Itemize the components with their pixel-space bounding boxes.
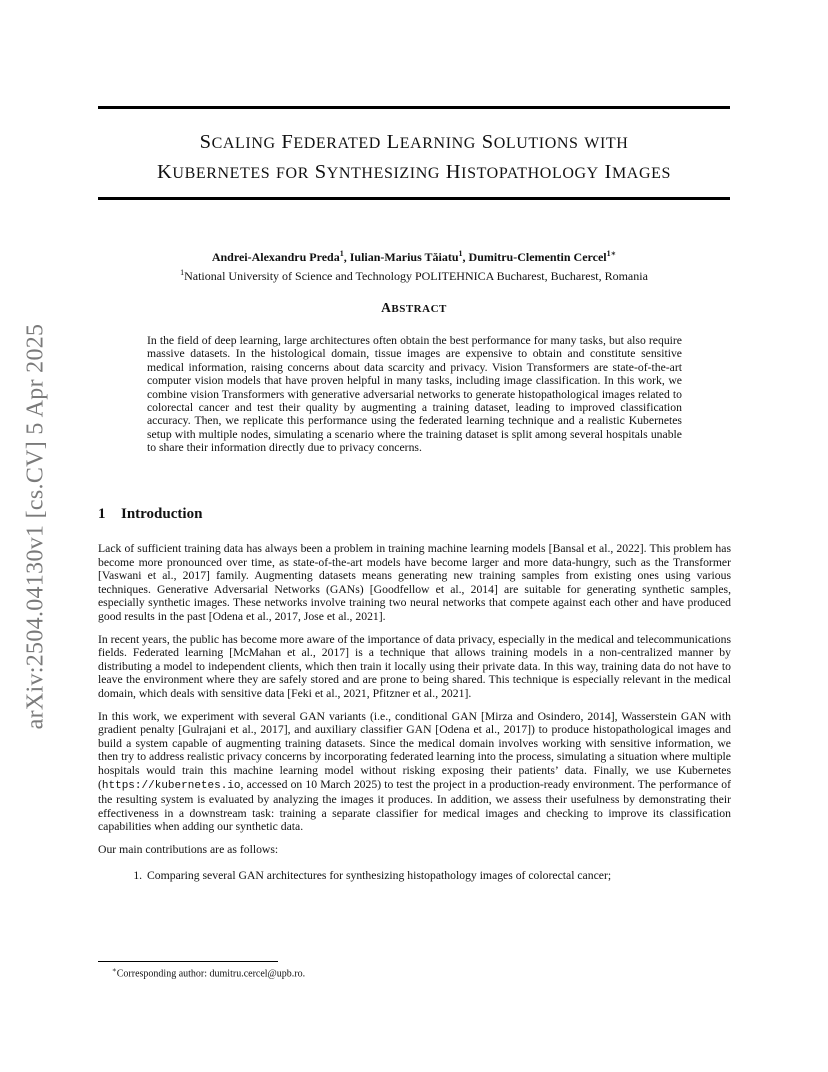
contributions-intro: Our main contributions are as follows: [98,842,279,856]
footnote-text: Corresponding author: dumitru.cercel@upb.ro. [116,968,306,980]
title-bottom-rule [98,197,730,200]
affiliation-mark: 1 [180,268,185,277]
author-block [98,246,730,284]
title-line-1: SCALING FEDERATED LEARNING SOLUTIONS WITH [199,131,629,153]
introduction-body [98,542,731,883]
author-2: Iulian-Marius Tăiatu [349,250,459,264]
paragraph: In recent years, the public has become more aware of the importance of data privacy, especially in the medical and telecommunications fields. Federated learning [McMahan et al., 2017] is a technique that allows training models in a non-centralized manner by distributing a model to independent clients, which then train it locally using their private data. In this way, training data do not have to leave the environment where they are safely stored and are prone to being shared. This technique is especially relevant in the medical domain, which deals with sensitive data [Feki et al., 2021, Pfitzner et al., 2021]. [98,632,731,700]
arxiv-stamp-text: arXiv:2504.04130v1 [cs.CV] 5 Apr 2025 [22,323,49,729]
author-1: Andrei-Alexandru Preda [211,250,340,264]
section-number: 1 [98,506,106,522]
footnote-mark: ∗ [112,966,117,974]
paragraph-text: In this work, we experiment with several GAN variants (i.e., conditional GAN [Mirza and Osindero, 2014], Wasserstein GAN with gradient penalty [Gulrajani et al., 2017], and auxiliary classifier GAN [Odena et al., 2017]) to produce histopathological images and build a system capable of augmenting training datasets. Since the medical domain involves working with sensitive information, we then try to address realistic privacy concerns by incorporating federated learning into the process, simulating a situation where multiple hospitals would train this machine learning model without risking exposing their patients’ data. Finally, we use Kubernetes ( [98,709,731,791]
corresponding-mark: ∗ [610,249,617,258]
author-names: Andrei-Alexandru Preda$^1$, Iulian-Marius Tăiatu$^1$, Dumitru-Clementin Cercel$^{1∗}$ [211,249,617,264]
affiliation-mark: 1 [339,249,344,258]
paragraph [98,710,731,834]
affiliation-mark: 1 [606,249,611,258]
title-line-2: KUBERNETES FOR SYNTHESIZING HISTOPATHOLOGY IMAGES [157,161,671,183]
affiliation-text: National University of Science and Technology POLITEHNICA Bucharest, Bucharest, Romania [184,269,648,283]
list-item: 1. Comparing several GAN architectures for synthesizing histopathology images of colorectal cancer; [145,869,731,883]
author-3: Dumitru-Clementin Cercel [468,250,607,264]
abstract-heading: ABSTRACT [381,300,447,315]
footnote [112,964,305,980]
paper-title [98,128,730,188]
affiliation-mark: 1 [458,249,463,258]
paragraph-text: , accessed on 10 March 2025) to test the project in a production-ready environment. The performance of the resulting system is evaluated by analyzing the images it produces. In addition, we assess their usefulness by demonstrating their effectiveness in a downstream task: training a separate classifier for medical images and checking to improve its classification capabilities when adding our synthetic data. [98,777,731,834]
abstract-text: In the field of deep learning, large architectures often obtain the best performance for many tasks, but also require massive datasets. In the histological domain, tissue images are expensive to obtain and constitute sensitive medical information, raising concerns about data scarcity and privacy. Vision Transformers are state-of-the-art computer vision models that have proven helpful in many tasks, including image classification. In this work, we combine vision Transformers with generative adversarial networks to generate histopathological images related to colorectal cancer and test their quality by augmenting a training dataset, leading to improved classification accuracy. Then, we replicate this performance using the federated learning technique and a realistic Kubernetes setup with multiple nodes, simulating a scenario where the training dataset is split among several hospitals unable to share their information directly due to privacy concerns. [147,334,682,455]
section-title: Introduction [121,506,203,522]
title-top-rule [98,106,730,109]
arxiv-stamp [20,290,52,762]
section-heading-introduction [98,506,202,523]
contributions-list [98,869,731,883]
affiliation [98,265,730,284]
footnote-rule [98,961,278,962]
paragraph: Lack of sufficient training data has always been a problem in training machine learning models [Bansal et al., 2022]. This problem has become more pronounced over time, as state-of-the-art models have become larger and more data-hungry, such as the Transformer [Vaswani et al., 2017] family. Augmenting datasets means generating new training samples from existing ones using various techniques. Generative Adversarial Networks (GANs) [Goodfellow et al., 2014] are suitable for generating synthetic samples, especially synthetic images. These networks involve training two neural networks that compete against each other and have produced good results in the past [Odena et al., 2017, Jose et al., 2021]. [98,542,731,623]
kubernetes-url[interactable]: https://kubernetes.io [101,779,241,792]
